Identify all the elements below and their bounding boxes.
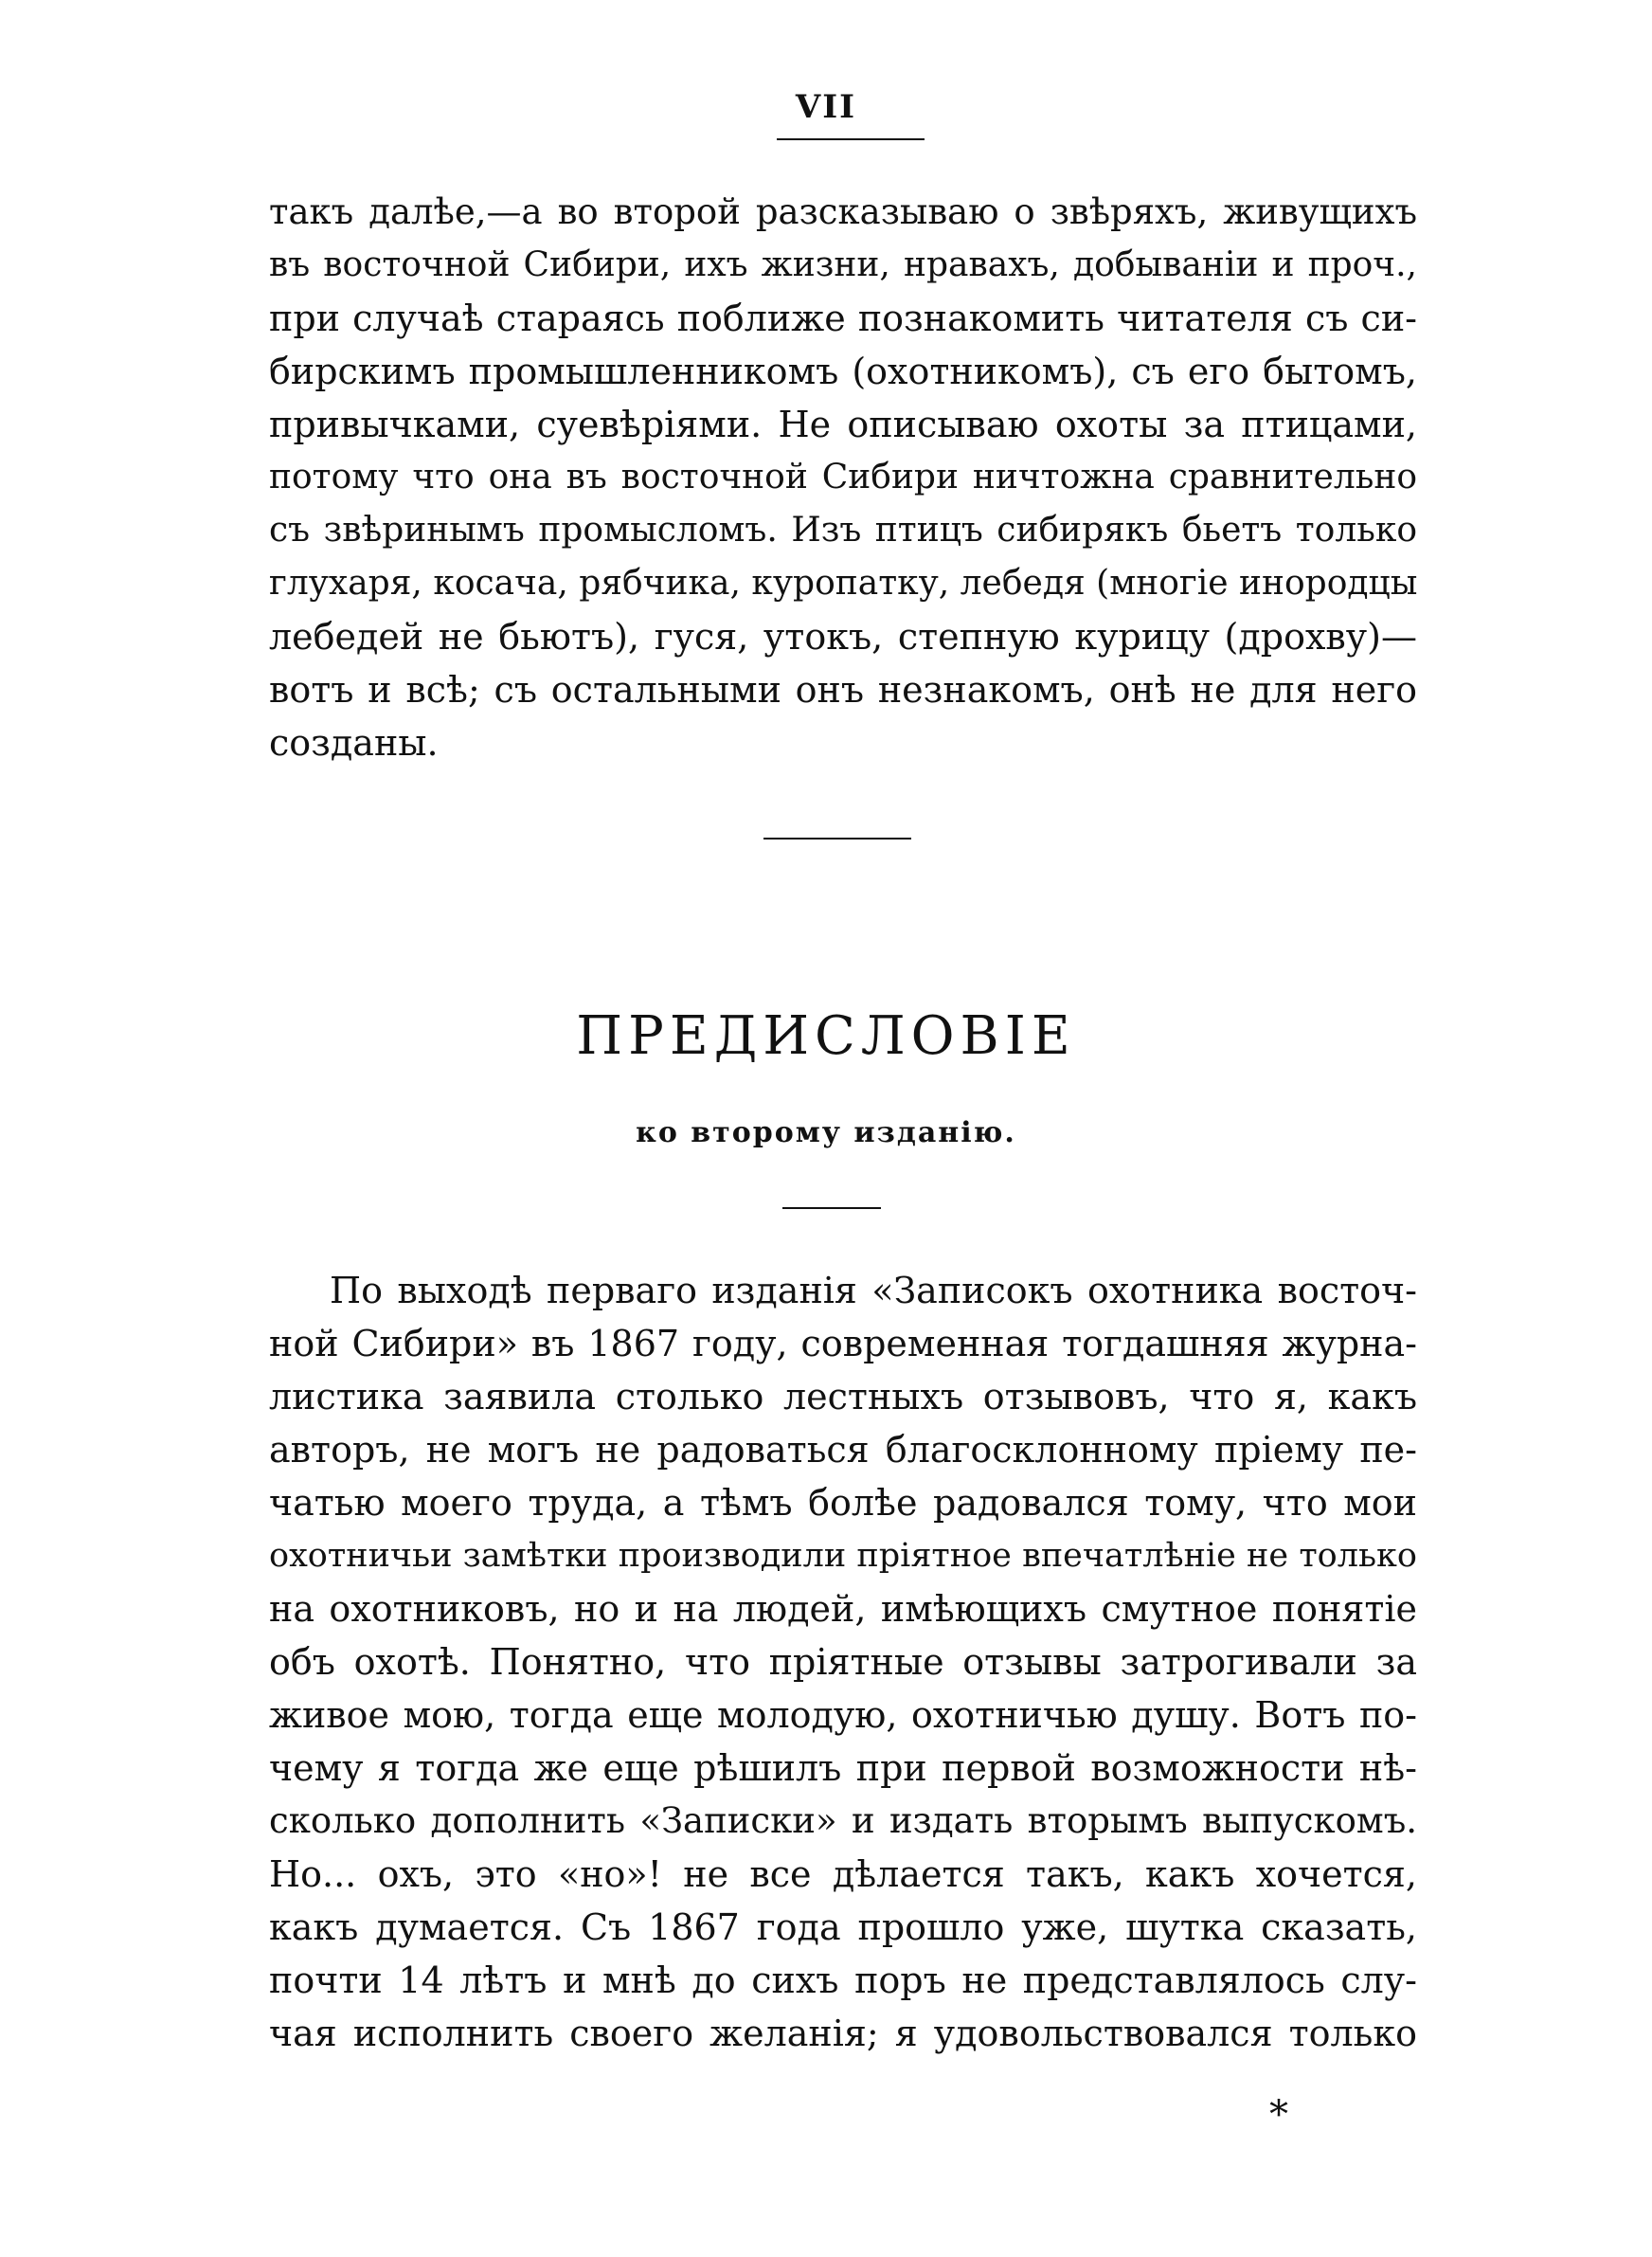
text-line: чая исполнить своего желанія; я удовольствовался только: [269, 2013, 1417, 2054]
text-line: при случаѣ стараясь поближе познакомить читателя съ си-: [269, 298, 1417, 339]
text-line: чему я тогда же еще рѣшилъ при первой возможности нѣ-: [269, 1747, 1417, 1789]
text-line: охотничьи замѣтки производили пріятное впечатлѣніе не только: [269, 1537, 1417, 1575]
text-line: въ восточной Сибири, ихъ жизни, нравахъ, добываніи и проч.,: [269, 245, 1417, 284]
preface-subtitle: ко второму изданію.: [636, 1116, 1016, 1149]
text-line: чатью моего труда, а тѣмъ болѣе радовался тому, что мои: [269, 1482, 1417, 1524]
text-line: лебедей не бьютъ), гуся, утокъ, степную курицу (дрохву)—: [269, 616, 1417, 658]
text-line: съ звѣринымъ промысломъ. Изъ птицъ сибирякъ бьетъ только: [269, 511, 1417, 550]
text-line: сколько дополнить «Записки» и издать вторымъ выпускомъ.: [269, 1800, 1417, 1841]
text-line: какъ думается. Съ 1867 года прошло уже, шутка сказать,: [269, 1906, 1417, 1948]
page-number-rule: [777, 138, 925, 140]
text-line: живое мою, тогда еще молодую, охотничью душу. Вотъ по-: [269, 1694, 1417, 1736]
subtitle-rule: [782, 1207, 881, 1209]
text-line: такъ далѣе,—а во второй разсказываю о звѣряхъ, живущихъ: [269, 191, 1417, 232]
text-line: вотъ и всѣ; съ остальными онъ незнакомъ, онѣ не для него: [269, 669, 1417, 711]
text-line: листика заявила столько лестныхъ отзывовъ, что я, какъ: [269, 1376, 1417, 1417]
text-line: По выходѣ перваго изданія «Записокъ охотника восточ-: [330, 1270, 1417, 1311]
section-divider: [763, 838, 911, 840]
footnote-mark: *: [1269, 2093, 1288, 2137]
preface-title: ПРЕДИСЛОВІЕ: [576, 1005, 1076, 1067]
text-line: потому что она въ восточной Сибири ничтожна сравнительно: [269, 458, 1417, 497]
text-line: ной Сибири» въ 1867 году, современная тогдашняя журна-: [269, 1323, 1417, 1364]
text-line: бирскимъ промышленникомъ (охотникомъ), съ его бытомъ,: [269, 351, 1417, 392]
text-line: на охотниковъ, но и на людей, имѣющихъ смутное понятіе: [269, 1588, 1417, 1630]
text-line: созданы.: [269, 722, 439, 764]
text-line: привычками, суевѣріями. Не описываю охоты за птицами,: [269, 404, 1417, 445]
text-line: глухаря, косача, рябчика, куропатку, лебедя (многіе инородцы: [269, 564, 1418, 603]
text-line: почти 14 лѣтъ и мнѣ до сихъ поръ не представлялось слу-: [269, 1959, 1417, 2001]
text-line: авторъ, не могъ не радоваться благосклонному пріему пе-: [269, 1429, 1417, 1471]
text-line: Но... охъ, это «но»! не все дѣлается такъ, какъ хочется,: [269, 1853, 1417, 1895]
page-number: VII: [795, 88, 857, 126]
text-line: объ охотѣ. Понятно, что пріятные отзывы затрогивали за: [269, 1641, 1417, 1683]
